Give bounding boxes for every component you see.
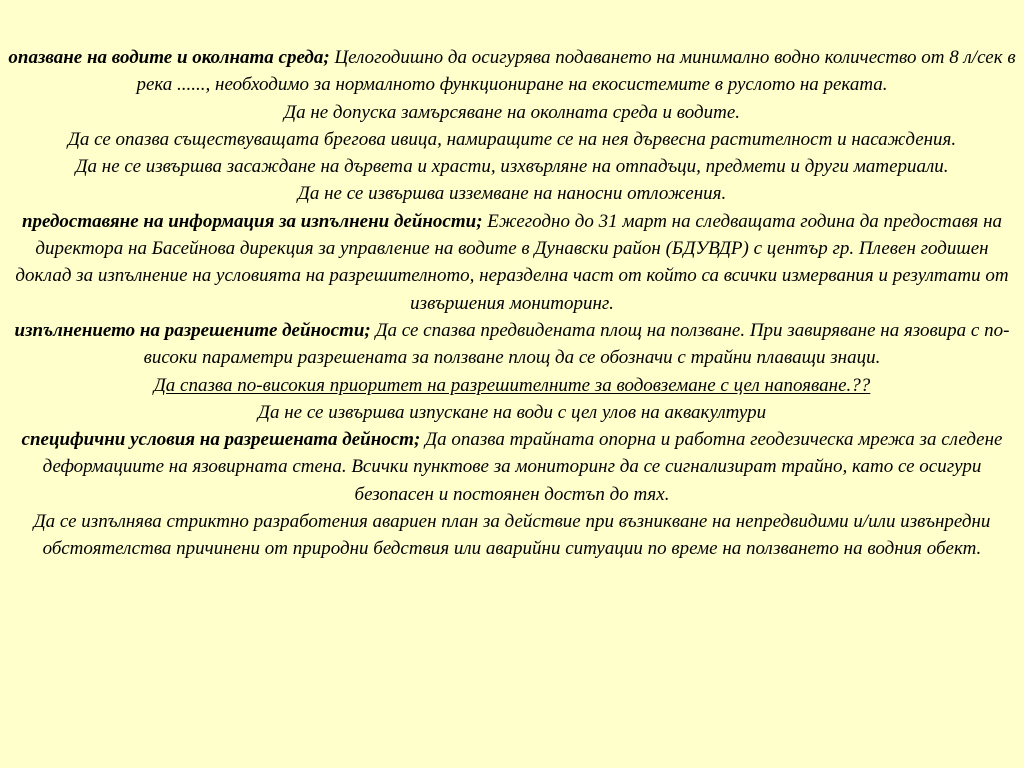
paragraph-reporting — [8, 208, 1016, 317]
paragraph-text: Да не се извършва изземване на наносни отложения. — [297, 183, 727, 205]
section-heading-specific-conditions: специфични условия на разрешената дейност; — [21, 429, 421, 451]
paragraph-text: Да се опазва съществуващата брегова ивица, намиращите се на нея дървесна растителност и насаждения. — [67, 128, 957, 150]
paragraph-permitted-activities — [8, 317, 1016, 372]
paragraph-no-discharge — [8, 399, 1016, 426]
paragraph-specific-conditions — [8, 426, 1016, 508]
paragraph-text: Да се спазва предвидената площ на ползване. При завиряване на язовира с по-високи параметри разрешената за ползване площ да се обозначи с трайни плаващи знаци. — [143, 319, 1010, 369]
paragraph-emergency-plan — [8, 508, 1016, 563]
paragraph-text: Да опазва трайната опорна и работна геодезическа мрежа за следене деформациите на язовирната стена. Всички пунктове за мониторинг да се сигнализират трайно, като се осигури безопасен и постоянен достъп до тях. — [42, 429, 1003, 505]
paragraph-text: Ежегодно до 31 март на следващата година да предоставя на директора на Басейнова дирекция за управление на водите в Дунавски район (БДУВДР) с център гр. Плевен годишен доклад за изпълнение на условията на разрешителното, неразделна част от който са всички измервания и резултати от извършения мониторинг. — [15, 210, 1009, 314]
paragraph-text: Да не допуска замърсяване на околната среда и водите. — [283, 101, 741, 123]
section-heading-water-protection: опазване на водите и околната среда; — [8, 47, 330, 68]
irrigation-priority-link[interactable]: Да спазва по-високия приоритет на разрешителните за водовземане с цел напояване.?? — [153, 374, 871, 396]
section-heading-reporting: предоставяне на информация за изпълнени дейности; — [21, 210, 483, 232]
document-body — [8, 44, 1016, 563]
paragraph-irrigation-priority — [8, 372, 1016, 399]
paragraph-no-sediment-removal — [8, 180, 1016, 207]
paragraph-text: Да не се извършва засаждане на дървета и храсти, изхвърляне на отпадъци, предмети и други материали. — [75, 156, 949, 178]
paragraph-text: Целогодишно да осигурява подаването на минимално водно количество от 8 л/сек в река ......, необходимо за нормалното функциониране на екосистемите в руслото на реката. — [136, 47, 1016, 96]
paragraph-text: Да не се извършва изпускане на води с цел улов на аквакултури — [257, 401, 767, 423]
paragraph-water-protection — [8, 44, 1016, 99]
paragraph-text: Да се изпълнява стриктно разработения авариен план за действие при възникване на непредвидими и/или извънредни обстоятелства причинени от природни бедствия или аварийни ситуации по време на ползването на водния обект. — [33, 511, 991, 560]
paragraph-no-planting — [8, 153, 1016, 180]
section-heading-permitted-activities: изпълнението на разрешените дейности; — [14, 319, 371, 341]
paragraph-shoreline — [8, 126, 1016, 153]
paragraph-no-pollution — [8, 99, 1016, 126]
